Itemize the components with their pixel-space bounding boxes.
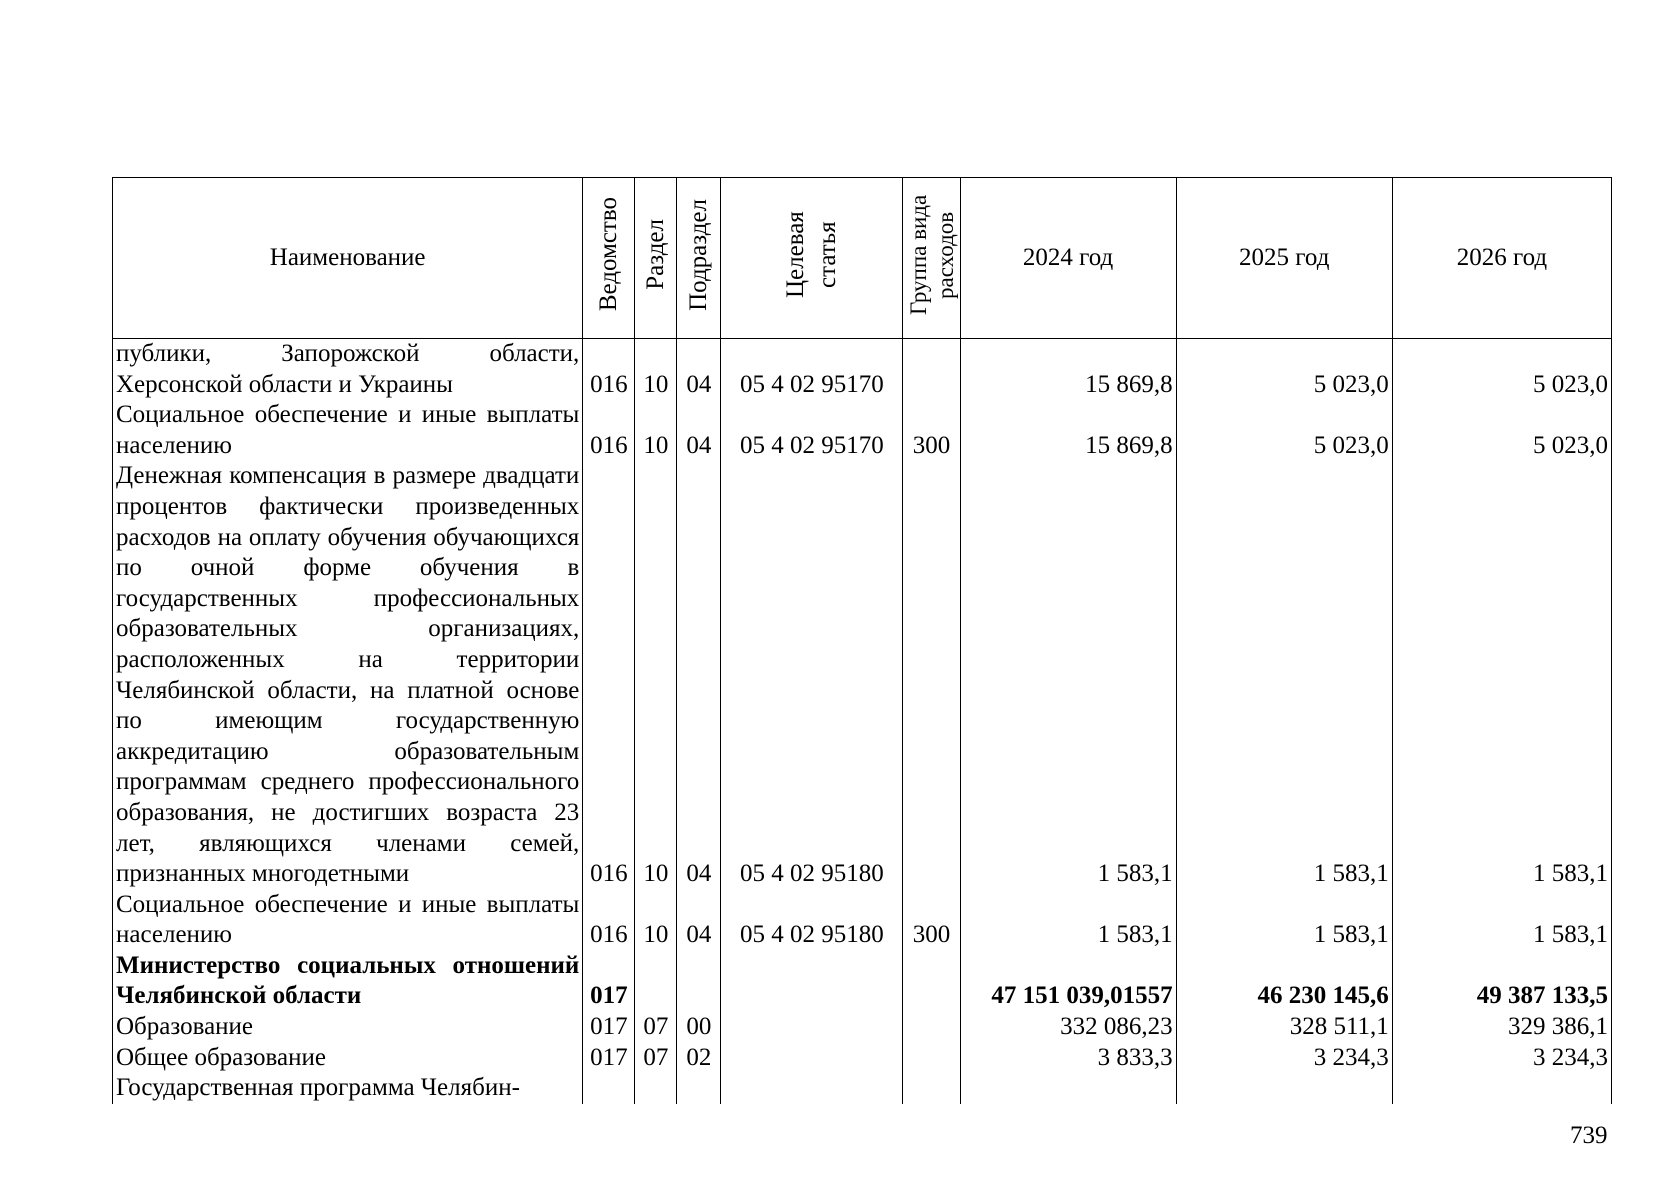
- cell-name: Образование: [113, 1012, 583, 1043]
- cell-dept: 017: [583, 1012, 635, 1043]
- cell-subsection: [677, 1073, 721, 1104]
- cell-y2025: 46 230 145,6: [1176, 951, 1392, 1012]
- cell-name: Денежная компенсация в размере двадцати процентов фактически произведенных расходов на оплату обучения обучающихся по очной форме обучения в государственных профессиональных образовательных организациях, расположенных на территории Челябинской области, на платной основе по имеющим государственную аккредитацию образовательным программам среднего профессионального образования, не достигших возраста 23 лет, являющихся членами семей, признанных многодетными: [113, 461, 583, 889]
- cell-y2024: 1 583,1: [960, 890, 1176, 951]
- cell-subsection: 04: [677, 461, 721, 889]
- cell-subsection: 00: [677, 1012, 721, 1043]
- cell-y2025: [1176, 1073, 1392, 1104]
- cell-target: 05 4 02 95180: [721, 890, 903, 951]
- cell-section: 10: [635, 461, 677, 889]
- cell-name: Государственная программа Челябин-: [113, 1073, 583, 1104]
- cell-y2024: 47 151 039,01557: [960, 951, 1176, 1012]
- cell-section: 10: [635, 890, 677, 951]
- table-row: [113, 400, 1612, 461]
- cell-y2026: 49 387 133,5: [1392, 951, 1611, 1012]
- cell-y2025: 3 234,3: [1176, 1043, 1392, 1074]
- cell-target: 05 4 02 95180: [721, 461, 903, 889]
- cell-section: 07: [635, 1043, 677, 1074]
- cell-y2026: 5 023,0: [1392, 339, 1611, 401]
- table-row: [113, 1012, 1612, 1043]
- cell-dept: [583, 1073, 635, 1104]
- header-subsection: Подраздел: [677, 178, 721, 339]
- cell-dept: 017: [583, 951, 635, 1012]
- cell-name: Общее образование: [113, 1043, 583, 1074]
- cell-dept: 017: [583, 1043, 635, 1074]
- cell-y2024: 3 833,3: [960, 1043, 1176, 1074]
- cell-section: [635, 951, 677, 1012]
- cell-target: [721, 1043, 903, 1074]
- cell-section: [635, 1073, 677, 1104]
- cell-target: 05 4 02 95170: [721, 339, 903, 401]
- cell-target: [721, 951, 903, 1012]
- header-exptype: Группа вида расходов: [903, 178, 960, 339]
- cell-target: [721, 1012, 903, 1043]
- cell-dept: 016: [583, 461, 635, 889]
- cell-subsection: 02: [677, 1043, 721, 1074]
- header-y2025: 2025 год: [1176, 178, 1392, 339]
- cell-y2025: 1 583,1: [1176, 890, 1392, 951]
- header-y2024: 2024 год: [960, 178, 1176, 339]
- cell-y2024: [960, 1073, 1176, 1104]
- table-row: [113, 1043, 1612, 1074]
- cell-y2025: 328 511,1: [1176, 1012, 1392, 1043]
- cell-name: публики, Запорожской области, Херсонской области и Украины: [113, 339, 583, 401]
- cell-dept: 016: [583, 400, 635, 461]
- cell-subsection: 04: [677, 890, 721, 951]
- cell-y2026: 329 386,1: [1392, 1012, 1611, 1043]
- cell-y2026: 5 023,0: [1392, 400, 1611, 461]
- cell-exptype: [903, 339, 960, 401]
- header-y2026: 2026 год: [1392, 178, 1611, 339]
- budget-table: [112, 177, 1612, 1104]
- cell-subsection: 04: [677, 400, 721, 461]
- cell-dept: 016: [583, 339, 635, 401]
- cell-section: 10: [635, 339, 677, 401]
- cell-y2025: 5 023,0: [1176, 400, 1392, 461]
- cell-y2026: 1 583,1: [1392, 461, 1611, 889]
- cell-y2024: 15 869,8: [960, 400, 1176, 461]
- cell-exptype: [903, 1073, 960, 1104]
- cell-y2025: 5 023,0: [1176, 339, 1392, 401]
- cell-y2026: 3 234,3: [1392, 1043, 1611, 1074]
- cell-name: Социальное обеспечение и иные выплаты населению: [113, 400, 583, 461]
- table-row: [113, 339, 1612, 401]
- header-section: Раздел: [635, 178, 677, 339]
- cell-y2026: [1392, 1073, 1611, 1104]
- cell-exptype: 300: [903, 400, 960, 461]
- cell-section: 10: [635, 400, 677, 461]
- header-target: Целевая статья: [721, 178, 903, 339]
- cell-y2024: 332 086,23: [960, 1012, 1176, 1043]
- cell-y2026: 1 583,1: [1392, 890, 1611, 951]
- cell-subsection: 04: [677, 339, 721, 401]
- table-row: [113, 461, 1612, 889]
- cell-y2025: 1 583,1: [1176, 461, 1392, 889]
- table-row: [113, 890, 1612, 951]
- cell-subsection: [677, 951, 721, 1012]
- cell-section: 07: [635, 1012, 677, 1043]
- header-row: [113, 178, 1612, 339]
- cell-name: Министерство социальных отношений Челябинской области: [113, 951, 583, 1012]
- table-row: [113, 951, 1612, 1012]
- cell-target: 05 4 02 95170: [721, 400, 903, 461]
- page-number: 739: [1570, 1122, 1608, 1149]
- cell-exptype: [903, 1012, 960, 1043]
- header-dept: Ведомство: [583, 178, 635, 339]
- header-name: Наименование: [113, 178, 583, 339]
- cell-exptype: [903, 461, 960, 889]
- cell-target: [721, 1073, 903, 1104]
- cell-exptype: [903, 951, 960, 1012]
- cell-dept: 016: [583, 890, 635, 951]
- cell-exptype: [903, 1043, 960, 1074]
- cell-exptype: 300: [903, 890, 960, 951]
- cell-name: Социальное обеспечение и иные выплаты населению: [113, 890, 583, 951]
- cell-y2024: 1 583,1: [960, 461, 1176, 889]
- cell-y2024: 15 869,8: [960, 339, 1176, 401]
- table-row: [113, 1073, 1612, 1104]
